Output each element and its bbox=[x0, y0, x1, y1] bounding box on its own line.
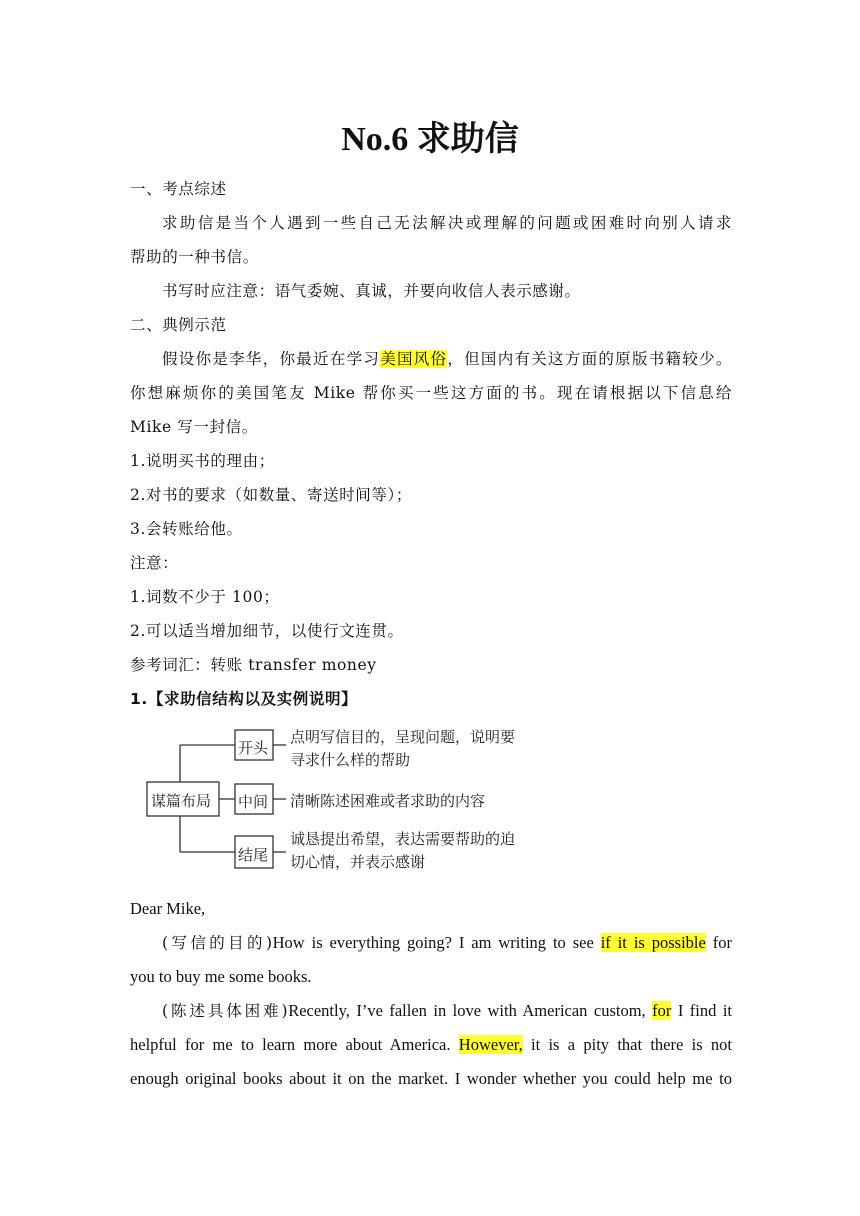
task-point-1: 1.说明买书的理由； bbox=[130, 452, 275, 470]
section2-heading: 二、典例示范 bbox=[130, 316, 227, 334]
letter-greeting: Dear Mike, bbox=[130, 899, 206, 918]
section1-heading: 一、考点综述 bbox=[130, 180, 227, 198]
diagram-branch-middle: 中间 bbox=[238, 793, 269, 811]
diagram-branch-opening: 开头 bbox=[238, 739, 269, 757]
letter-p2-tag: (陈述具体困难) bbox=[162, 1002, 289, 1020]
task-line3: Mike 写一封信。 bbox=[130, 418, 258, 436]
task-line1 bbox=[162, 342, 732, 376]
diagram-desc-middle: 清晰陈述困难或者求助的内容 bbox=[290, 792, 486, 810]
task-point-3: 3.会转账给他。 bbox=[130, 520, 243, 538]
note-heading: 注意： bbox=[130, 554, 179, 572]
task-line1-text-b: ，但国内有关这方面的原版书籍较少。 bbox=[447, 350, 732, 368]
task-point-2: 2.对书的要求（如数量、寄送时间等）； bbox=[130, 486, 412, 504]
diagram-desc-ending-line1: 诚恳提出希望，表达需要帮助的迫 bbox=[290, 830, 516, 848]
diagram-desc-opening-line1: 点明写信目的，呈现问题，说明要 bbox=[290, 728, 516, 746]
section1-paragraph2: 书写时应注意：语气委婉、真诚，并要向收信人表示感谢。 bbox=[162, 282, 581, 300]
letter-p2-line2-text-a: helpful for me to learn more about America. bbox=[130, 1035, 459, 1054]
task-line2: 你想麻烦你的美国笔友 Mike 帮你买一些这方面的书。现在请根据以下信息给 bbox=[130, 384, 732, 402]
letter-highlight-if-possible: if it is possible bbox=[600, 933, 706, 952]
task-highlight-american-custom: 美国风俗 bbox=[380, 350, 448, 368]
section1-paragraph1-line1: 求助信是当个人遇到一些自己无法解决或理解的问题或困难时向别人请求 bbox=[162, 214, 732, 232]
letter-p2-text-a: Recently, I’ve fallen in love with American custom, bbox=[288, 1001, 653, 1020]
letter-highlight-however: However, bbox=[458, 1035, 523, 1054]
letter-p2-line2-text-b: it is a pity that there is not bbox=[522, 1035, 732, 1054]
letter-p1-text-b: for bbox=[705, 933, 733, 952]
letter-p2-line2 bbox=[130, 1028, 732, 1062]
letter-p2-line3: enough original books about it on the market. I wonder whether you could help me to bbox=[130, 1069, 732, 1088]
letter-p1-text-a: How is everything going? I am writing to see bbox=[272, 933, 601, 952]
letter-p2-text-b: I find it bbox=[671, 1001, 732, 1020]
diagram-desc-opening-line2: 寻求什么样的帮助 bbox=[290, 751, 411, 769]
structure-heading: 1.【求助信结构以及实例说明】 bbox=[130, 690, 358, 708]
diagram-branch-ending: 结尾 bbox=[238, 846, 269, 864]
letter-p1-line2: you to buy me some books. bbox=[130, 967, 312, 986]
letter-p1-line1 bbox=[162, 926, 732, 960]
diagram-root-label: 谋篇布局 bbox=[151, 792, 212, 810]
note-1: 1.词数不少于 100； bbox=[130, 588, 280, 606]
diagram-desc-ending-line2: 切心情，并表示感谢 bbox=[290, 853, 426, 871]
note-2: 2.可以适当增加细节，以使行文连贯。 bbox=[130, 622, 404, 640]
structure-diagram bbox=[140, 712, 530, 872]
letter-p1-tag: (写信的目的) bbox=[162, 934, 273, 952]
letter-p2-line1 bbox=[162, 994, 732, 1028]
section1-paragraph1-line2: 帮助的一种书信。 bbox=[130, 248, 259, 266]
task-line1-text-a: 假设你是李华，你最近在学习 bbox=[162, 350, 381, 368]
letter-highlight-for: for bbox=[652, 1001, 672, 1020]
page-title: No.6 求助信 bbox=[341, 121, 519, 158]
vocabulary-hint: 参考词汇：转账 transfer money bbox=[130, 656, 377, 674]
